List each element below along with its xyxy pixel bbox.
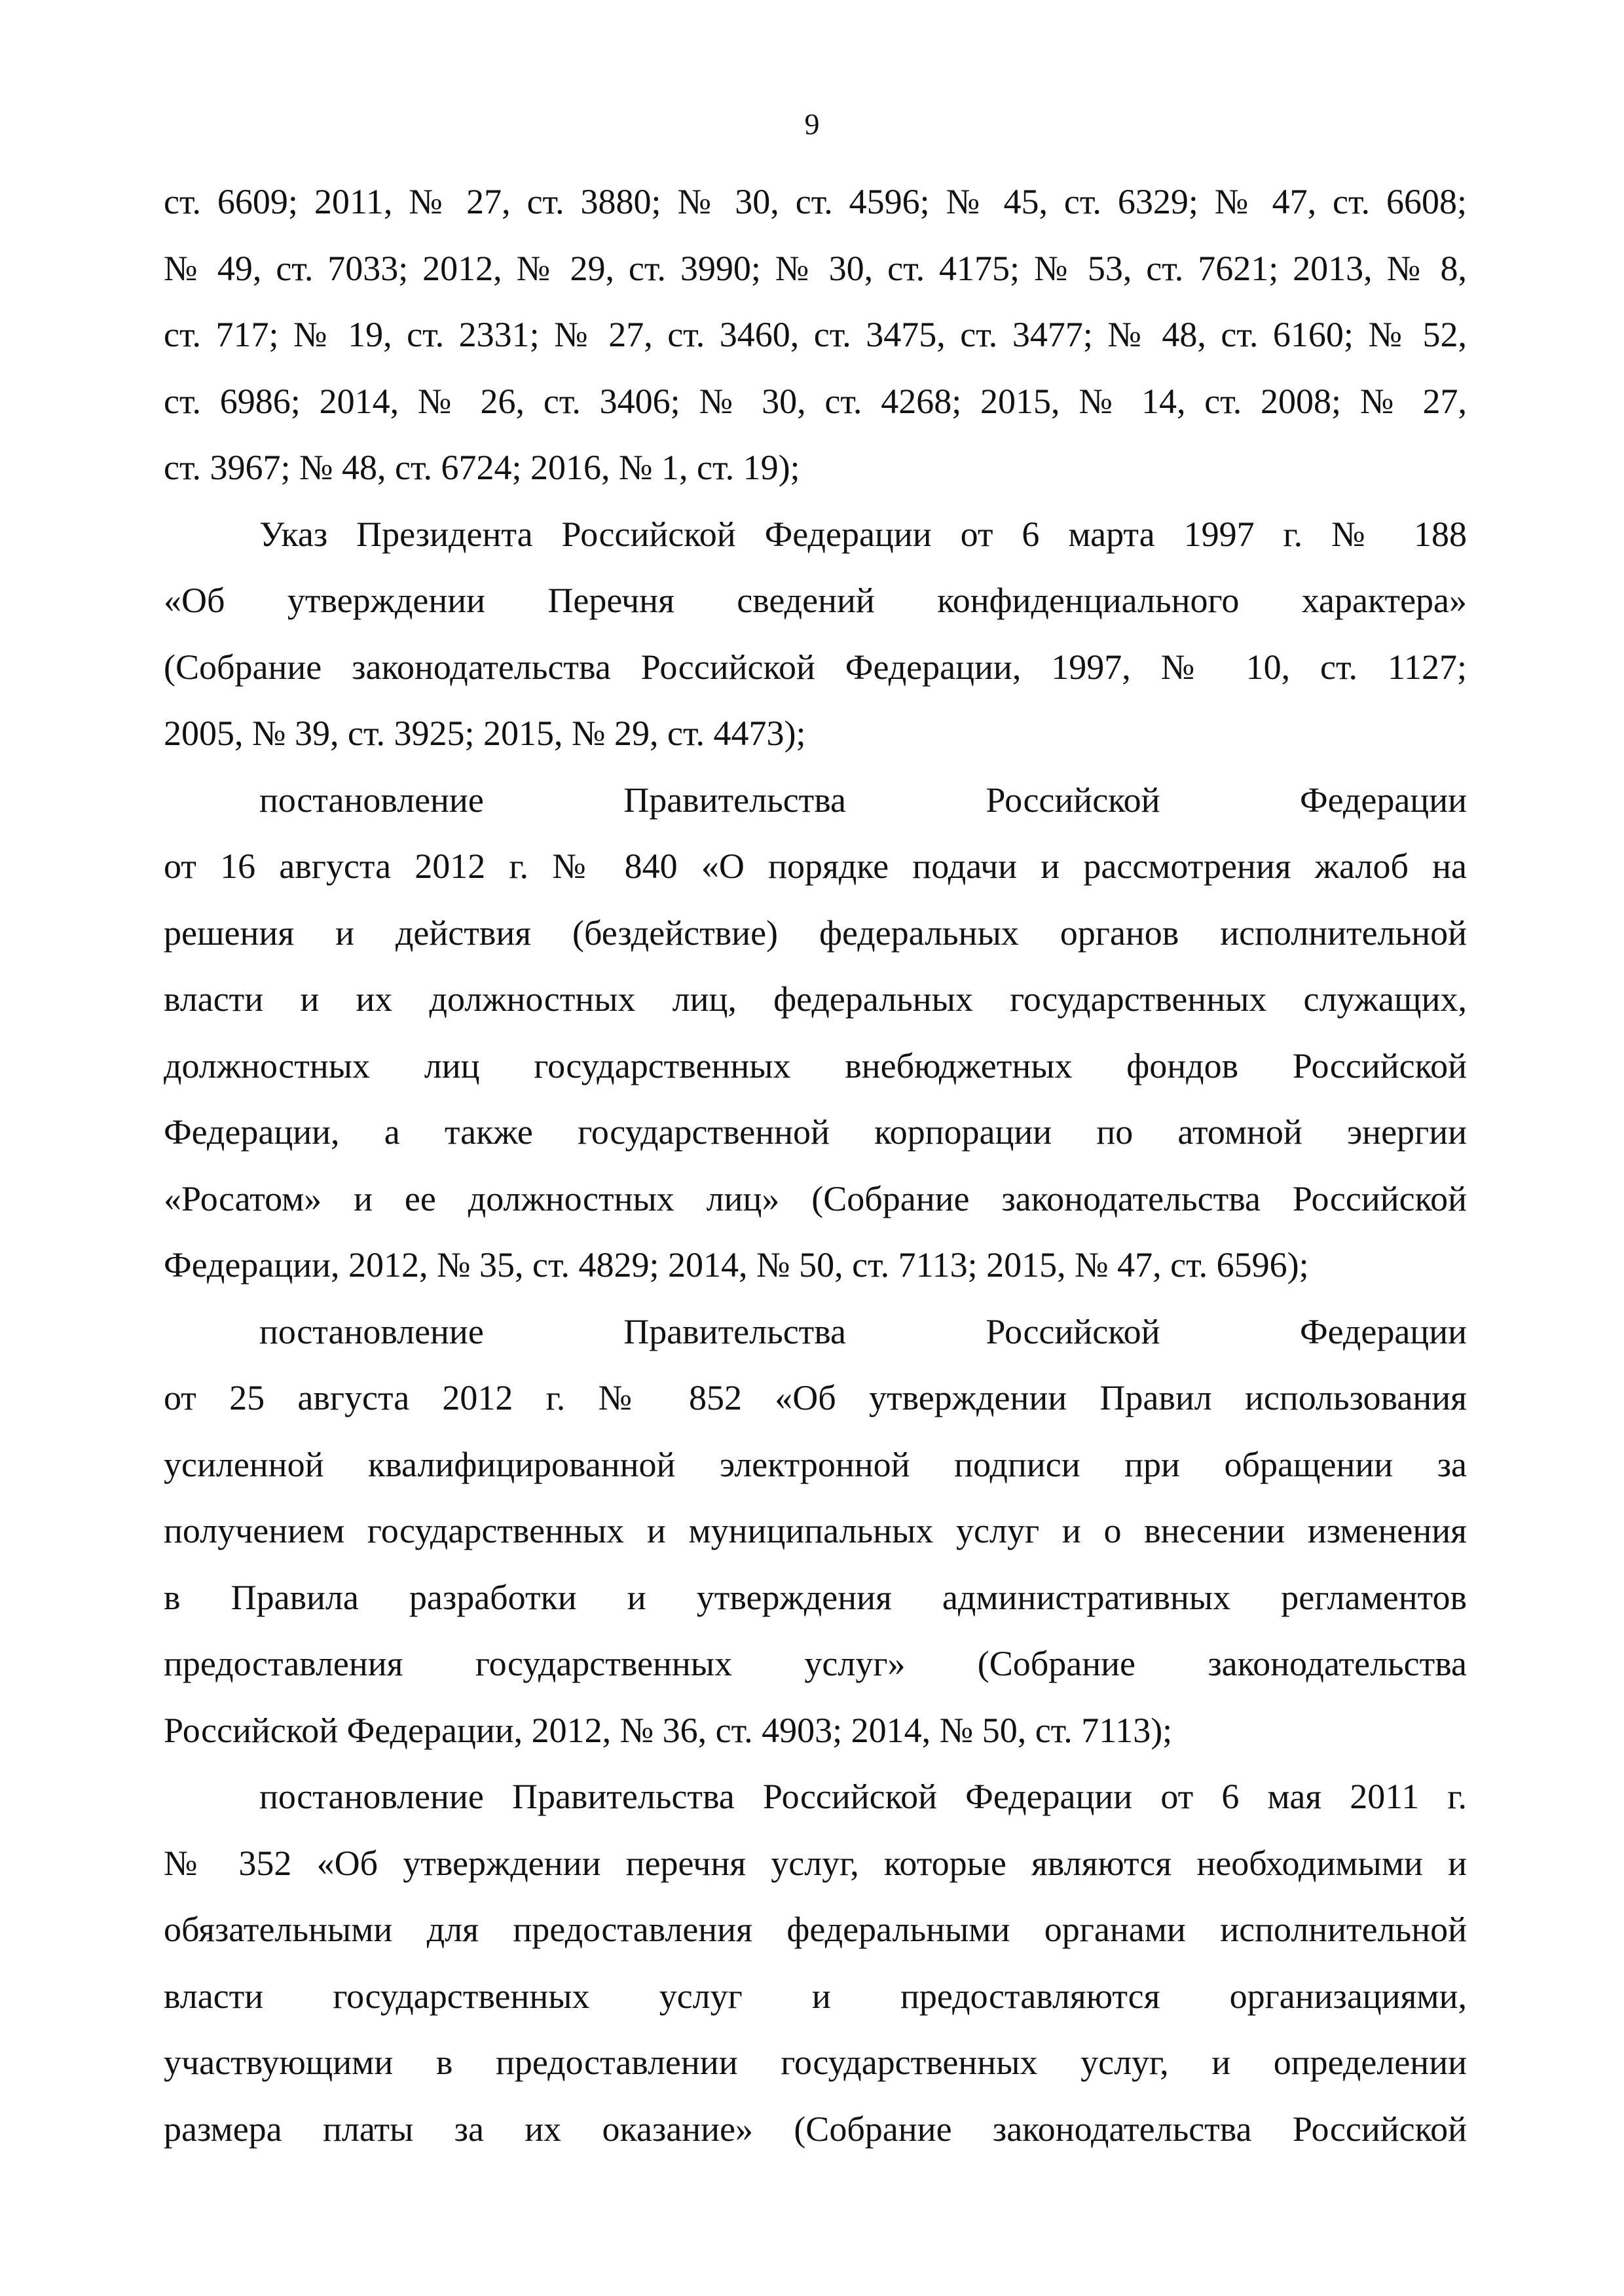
paragraph-government-resolution-852: [164, 1299, 1467, 1764]
text-line: ст. 6609; 2011, № 27, ст. 3880; № 30, ст. 4596; № 45, ст. 6329; № 47, ст. 6608;: [164, 182, 1467, 221]
text-line: № 49, ст. 7033; 2012, № 29, ст. 3990; № 30, ст. 4175; № 53, ст. 7621; 2013, № 8,: [164, 248, 1467, 288]
text-line: постановление Правительства Российской Федерации: [259, 780, 1467, 820]
page-number: 9: [804, 107, 820, 141]
paragraph-citations-continued: [164, 169, 1467, 501]
text-line: постановление Правительства Российской Федерации: [259, 1311, 1467, 1351]
document-body: [164, 169, 1467, 2162]
text-line: власти и их должностных лиц, федеральных государственных служащих,: [164, 979, 1467, 1019]
text-line: Федерации, 2012, № 35, ст. 4829; 2014, № 50, ст. 7113; 2015, № 47, ст. 6596);: [164, 1245, 1309, 1285]
text-line: усиленной квалифицированной электронной подписи при обращении за: [164, 1444, 1467, 1484]
text-line: власти государственных услуг и предоставляются организациями,: [164, 1976, 1467, 2016]
text-line: в Правила разработки и утверждения административных регламентов: [164, 1577, 1467, 1617]
text-line: ст. 3967; № 48, ст. 6724; 2016, № 1, ст. 19);: [164, 448, 800, 487]
text-line: Указ Президента Российской Федерации от 6 марта 1997 г. № 188: [259, 514, 1467, 554]
text-line: ст. 6986; 2014, № 26, ст. 3406; № 30, ст. 4268; 2015, № 14, ст. 2008; № 27,: [164, 381, 1467, 421]
text-line: Федерации, а также государственной корпорации по атомной энергии: [164, 1112, 1467, 1152]
text-line: от 16 августа 2012 г. № 840 «О порядке подачи и рассмотрения жалоб на: [164, 847, 1467, 886]
text-line: должностных лиц государственных внебюджетных фондов Российской: [164, 1046, 1467, 1085]
text-line: от 25 августа 2012 г. № 852 «Об утверждении Правил использования: [164, 1378, 1467, 1417]
text-line: участвующими в предоставлении государственных услуг, и определении: [164, 2043, 1467, 2082]
paragraph-government-resolution-352: [164, 1764, 1467, 2162]
text-line: № 352 «Об утверждении перечня услуг, которые являются необходимыми и: [164, 1843, 1467, 1883]
text-line: решения и действия (бездействие) федеральных органов исполнительной: [164, 913, 1467, 953]
text-line: получением государственных и муниципальных услуг и о внесении изменения: [164, 1511, 1467, 1550]
text-line: Российской Федерации, 2012, № 36, ст. 4903; 2014, № 50, ст. 7113);: [164, 1710, 1173, 1750]
text-line: постановление Правительства Российской Федерации от 6 мая 2011 г.: [259, 1777, 1467, 1816]
paragraph-presidential-decree: [164, 501, 1467, 767]
text-line: обязательными для предоставления федеральными органами исполнительной: [164, 1910, 1467, 1949]
text-line: (Собрание законодательства Российской Федерации, 1997, № 10, ст. 1127;: [164, 647, 1467, 687]
text-line: «Росатом» и ее должностных лиц» (Собрание законодательства Российской: [164, 1178, 1467, 1218]
text-line: ст. 717; № 19, ст. 2331; № 27, ст. 3460, ст. 3475, ст. 3477; № 48, ст. 6160; № 52,: [164, 315, 1467, 354]
paragraph-government-resolution-840: [164, 767, 1467, 1299]
text-line: предоставления государственных услуг» (Собрание законодательства: [164, 1644, 1467, 1683]
text-line: «Об утверждении Перечня сведений конфиденциального характера»: [164, 581, 1467, 620]
text-line: размера платы за их оказание» (Собрание законодательства Российской: [164, 2109, 1467, 2149]
text-line: 2005, № 39, ст. 3925; 2015, № 29, ст. 4473);: [164, 714, 806, 753]
